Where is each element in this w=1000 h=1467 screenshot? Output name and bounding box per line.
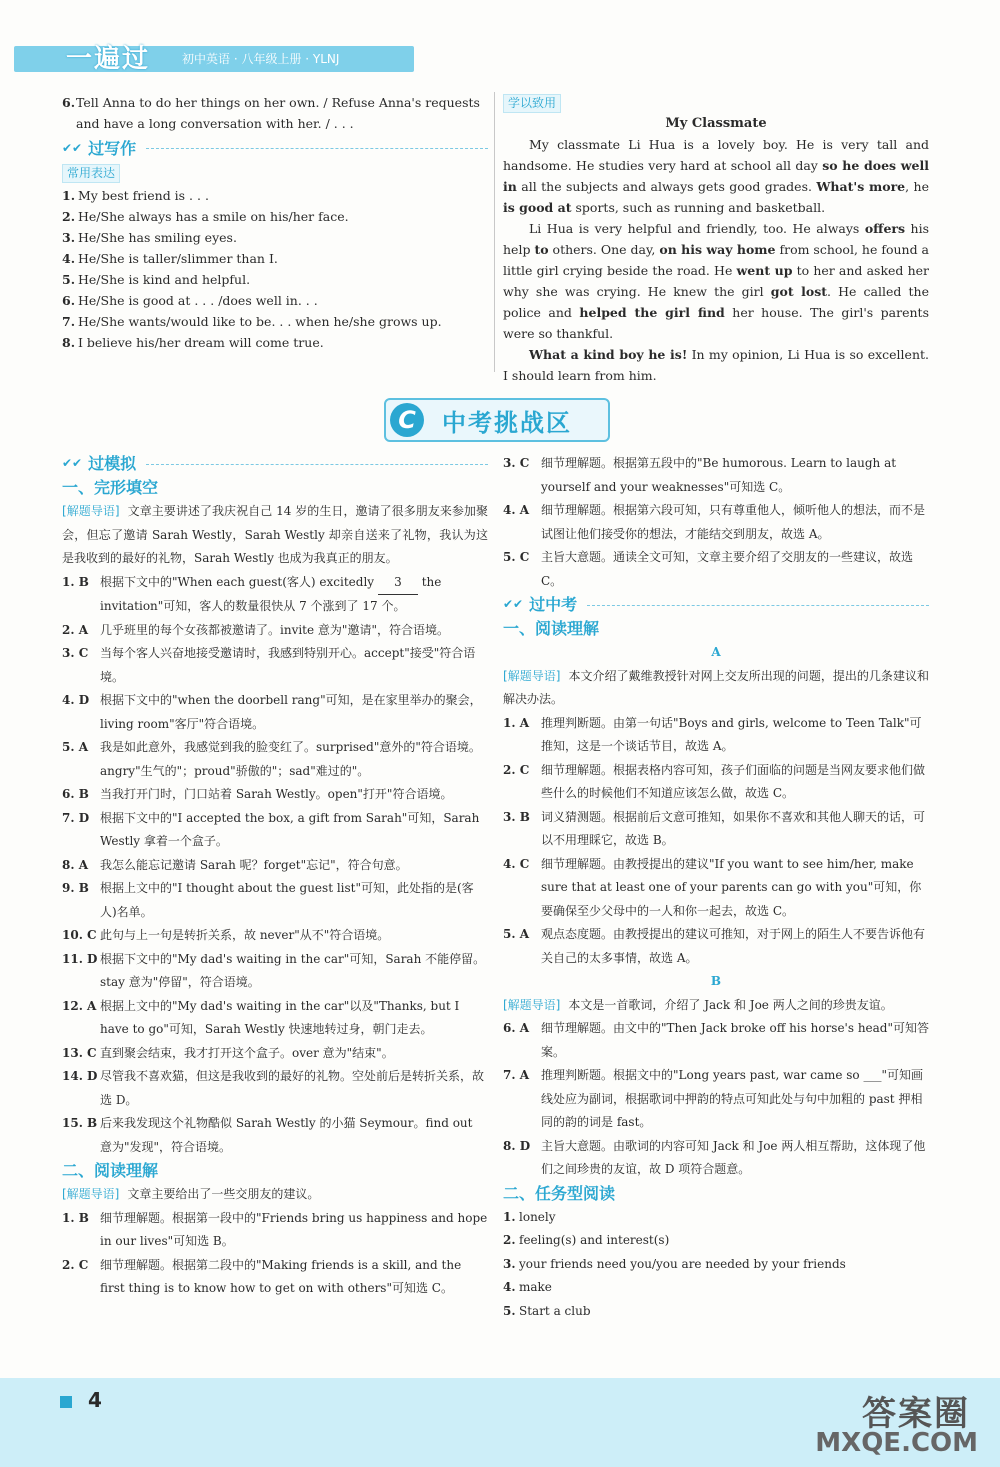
column-divider bbox=[494, 92, 495, 372]
answer-item: 6. A 细节理解题。由文中的"Then Jack broke off his horse's head"可知答案。 bbox=[503, 1021, 930, 1059]
answer-item: 8. A 我怎么能忘记邀请 Sarah 呢？forget"忘记"，符合句意。 bbox=[62, 857, 408, 872]
dashed-rule bbox=[146, 148, 488, 149]
section-banner bbox=[384, 398, 610, 442]
subsection-title: 二、任务型阅读 bbox=[503, 1183, 616, 1203]
section-title-mock: ✔✔ 过模拟 bbox=[62, 452, 488, 476]
answer-item: 3. B 词义猜测题。根据前后文意可推知，如果你不喜欢和其他人聊天的话，可以不用理睬它，故选 B。 bbox=[503, 809, 926, 847]
list-item: 8. I believe his/her dream will come true. bbox=[62, 335, 324, 350]
answer-item: 6. Tell Anna to do her things on her own. / Refuse Anna's requests and have a long conversation with her. / . . . bbox=[62, 95, 480, 131]
expression-list bbox=[62, 185, 488, 353]
answer-item: 2. C 细节理解题。根据第二段中的"Making friends is a skill, and the first thing is to know how to get on with others"可知选 C。 bbox=[62, 1257, 462, 1295]
watermark-logo: 答案圈 bbox=[862, 1394, 970, 1434]
list-item: 2. feeling(s) and interest(s) bbox=[503, 1233, 670, 1247]
answer-item: 4. A 细节理解题。根据第六段可知，只有尊重他人，倾听他人的想法，而不是试图让他们接受你的想法，才能结交到朋友，故选 A。 bbox=[503, 503, 926, 541]
left-bottom-column bbox=[62, 452, 488, 1301]
dashed-rule bbox=[587, 605, 929, 606]
answer-item: 11. D 根据下文中的"My dad's waiting in the car"可知，Sarah 不能停留。stay 意为"停留"，符合语境。 bbox=[62, 951, 486, 989]
subsection-title: 一、完形填空 bbox=[62, 478, 159, 497]
answer-item: 9. B 根据上文中的"I thought about the guest list"可知，此处指的是(客人)名单。 bbox=[62, 881, 474, 919]
answer-item: 4. C 细节理解题。由教授提出的建议"If you want to see him/her, make sure that at least one of your parents can go with you"可知，你要确保至少父母中的一人和你一起去，故选 C。 bbox=[503, 856, 922, 918]
answer-item: 5. C 主旨大意题。通读全文可知，文章主要介绍了交朋友的一些建议，故选 C。 bbox=[503, 550, 914, 588]
list-item: 3. your friends need you/you are needed by your friends bbox=[503, 1256, 846, 1271]
list-item: 7. He/She wants/would like to be. . . when he/she grows up. bbox=[62, 314, 442, 329]
book-subtitle: 初中英语 · 八年级上册 · YLNJ bbox=[182, 52, 340, 66]
right-bottom-column bbox=[503, 452, 929, 1323]
list-item: 3. He/She has smiling eyes. bbox=[62, 230, 237, 245]
answer-item: 3. C 当每个客人兴奋地接受邀请时，我感到特别开心。accept"接受"符合语境。 bbox=[62, 646, 476, 684]
answer-item: 4. D 根据下文中的"when the doorbell rang"可知，是在家里举办的聚会，living room"客厅"符合语境。 bbox=[62, 693, 482, 731]
answer-item: 6. B 当我打开门时，门口站着 Sarah Westly。open"打开"符合语境。 bbox=[62, 787, 453, 801]
list-item: 4. make bbox=[503, 1280, 552, 1294]
answer-item: 10. C 此句与上一句是转折关系，故 never"从不"符合语境。 bbox=[62, 928, 390, 942]
list-item: 5. Start a club bbox=[503, 1303, 591, 1318]
answer-item: 2. A 几乎班里的每个女孩都被邀请了。invite 意为"邀请"，符合语境。 bbox=[62, 622, 449, 637]
answer-item: 5. A 观点态度题。由教授提出的建议可推知，对于网上的陌生人不要告诉他有关自己的太多事情，故选 A。 bbox=[503, 927, 926, 965]
swoosh-icon: ✔✔ bbox=[503, 597, 524, 612]
answer-list bbox=[62, 571, 488, 1160]
answer-item: 12. A 根据上文中的"My dad's waiting in the car"以及"Thanks, but I have to go"可知，Sarah Westly 快速地转过身，朝门走去。 bbox=[62, 998, 460, 1036]
book-logo: 一遍过 bbox=[66, 44, 151, 74]
answer-item: 8. D 主旨大意题。由歌词的内容可知 Jack 和 Joe 两人相互帮助，这体现了他们之间珍贵的友谊，故 D 项符合题意。 bbox=[503, 1138, 926, 1176]
subsection-title: 一、阅读理解 bbox=[503, 619, 600, 638]
tag-common-expressions: 常用表达 bbox=[62, 164, 120, 183]
answer-item: 14. D 尽管我不喜欢猫，但这是我收到的最好的礼物。空处前后是转折关系，故选 D。 bbox=[62, 1069, 485, 1107]
guide-paragraph: [解题导语] 本文介绍了戴维教授针对网上交友所出现的问题，提出的几条建议和解决办法。 bbox=[503, 668, 929, 706]
list-item: 4. He/She is taller/slimmer than I. bbox=[62, 251, 278, 266]
left-top-column bbox=[62, 92, 488, 353]
section-title-exam: ✔✔ 过中考 bbox=[503, 593, 929, 617]
guide-paragraph: [解题导语] 文章主要讲述了我庆祝自己 14 岁的生日，邀请了很多朋友来参加聚会，但忘了邀请 Sarah Westly，Sarah Westly 却亲自送来了礼物，我认为这是我收到的最好的礼物，Sarah Westly 也成为我真正的朋友。 bbox=[62, 504, 488, 565]
passage-label: B bbox=[710, 974, 722, 988]
subsection-title: 二、阅读理解 bbox=[62, 1161, 159, 1180]
essay-title: My Classmate bbox=[665, 116, 767, 131]
passage-label: A bbox=[711, 645, 721, 659]
page-number: 4 bbox=[88, 1388, 102, 1412]
guide-paragraph: [解题导语] 本文是一首歌词，介绍了 Jack 和 Joe 两人之间的珍贵友谊。 bbox=[503, 997, 893, 1012]
answer-item: 1. A 推理判断题。由第一句话"Boys and girls, welcome to Teen Talk"可推知，这是一个谈话节目，故选 A。 bbox=[503, 715, 922, 753]
list-item: 5. He/She is kind and helpful. bbox=[62, 272, 251, 287]
tag-apply: 学以致用 bbox=[503, 94, 561, 113]
list-item: 1. lonely bbox=[503, 1209, 556, 1224]
watermark-url: MXQE.COM bbox=[815, 1428, 978, 1458]
banner-title: 中考挑战区 bbox=[442, 408, 572, 437]
list-item: 1. My best friend is . . . bbox=[62, 188, 209, 203]
guide-paragraph: [解题导语] 文章主要给出了一些交朋友的建议。 bbox=[62, 1187, 320, 1201]
banner-letter: C bbox=[390, 403, 424, 437]
section-title-writing: ✔✔ 过写作 bbox=[62, 136, 488, 160]
answer-item: 1. B 细节理解题。根据第一段中的"Friends bring us happiness and hope in our lives"可知选 B。 bbox=[62, 1210, 488, 1248]
answer-item: 7. A 推理判断题。根据文中的"Long years past, war came so ___"可知画线处应为副词，根据歌词中押韵的特点可知此处与句中加粗的 past 押相同的韵的词是 fast。 bbox=[503, 1068, 923, 1129]
right-top-column bbox=[503, 92, 929, 386]
answer-item: 2. C 细节理解题。根据表格内容可知，孩子们面临的问题是当网友要求他们做些什么的时候他们不知道应该怎么做，故选 C。 bbox=[503, 762, 926, 800]
essay-paragraph: My classmate Li Hua is a lovely boy. He is very tall and handsome. He studies very hard at school all day so he does well in all the subjects and always gets good grades. What's more, he is good at sports, such as running and basketball. bbox=[503, 137, 929, 215]
essay-paragraph: What a kind boy he is! In my opinion, Li Hua is so excellent. I should learn from him. bbox=[503, 347, 929, 383]
answer-item: 7. D 根据下文中的"I accepted the box, a gift from Sarah"可知，Sarah Westly 拿着一个盒子。 bbox=[62, 810, 480, 848]
page-footer bbox=[0, 1378, 1000, 1467]
swoosh-icon: ✔✔ bbox=[62, 456, 83, 471]
answer-item: 5. A 我是如此意外，我感觉到我的脸变红了。surprised"意外的"符合语境。angry"生气的"；proud"骄傲的"；sad"难过的"。 bbox=[62, 740, 481, 778]
answer-item: 13. C 直到聚会结束，我才打开这个盒子。over 意为"结束"。 bbox=[62, 1045, 394, 1060]
page-header bbox=[0, 36, 1000, 86]
list-item: 6. He/She is good at . . . /does well in. . . bbox=[62, 293, 318, 308]
swoosh-icon: ✔✔ bbox=[62, 140, 83, 155]
essay-paragraph: Li Hua is very helpful and friendly, too. He always offers his help to others. One day, on his way home from school, he found a little girl crying beside the road. He went up to her and asked her why she was crying. He knew the girl got lost. He called the police and helped the girl find her house. The girl's parents were so thankful. bbox=[503, 221, 930, 341]
list-item: 2. He/She always has a smile on his/her face. bbox=[62, 209, 349, 224]
answer-item: 1. B 根据下文中的"When each guest(客人) excitedly 3 the invitation"可知，客人的数量很快从 7 个涨到了 17 个。 bbox=[62, 571, 488, 619]
answer-item: 15. B 后来我发现这个礼物酷似 Sarah Westly 的小猫 Seymour。find out 意为"发现"，符合语境。 bbox=[62, 1116, 473, 1154]
answer-item: 3. C 细节理解题。根据第五段中的"Be humorous. Learn to laugh at yourself and your weaknesses"可知选 C。 bbox=[503, 456, 897, 494]
dashed-rule bbox=[146, 464, 488, 465]
page-marker bbox=[60, 1396, 72, 1408]
